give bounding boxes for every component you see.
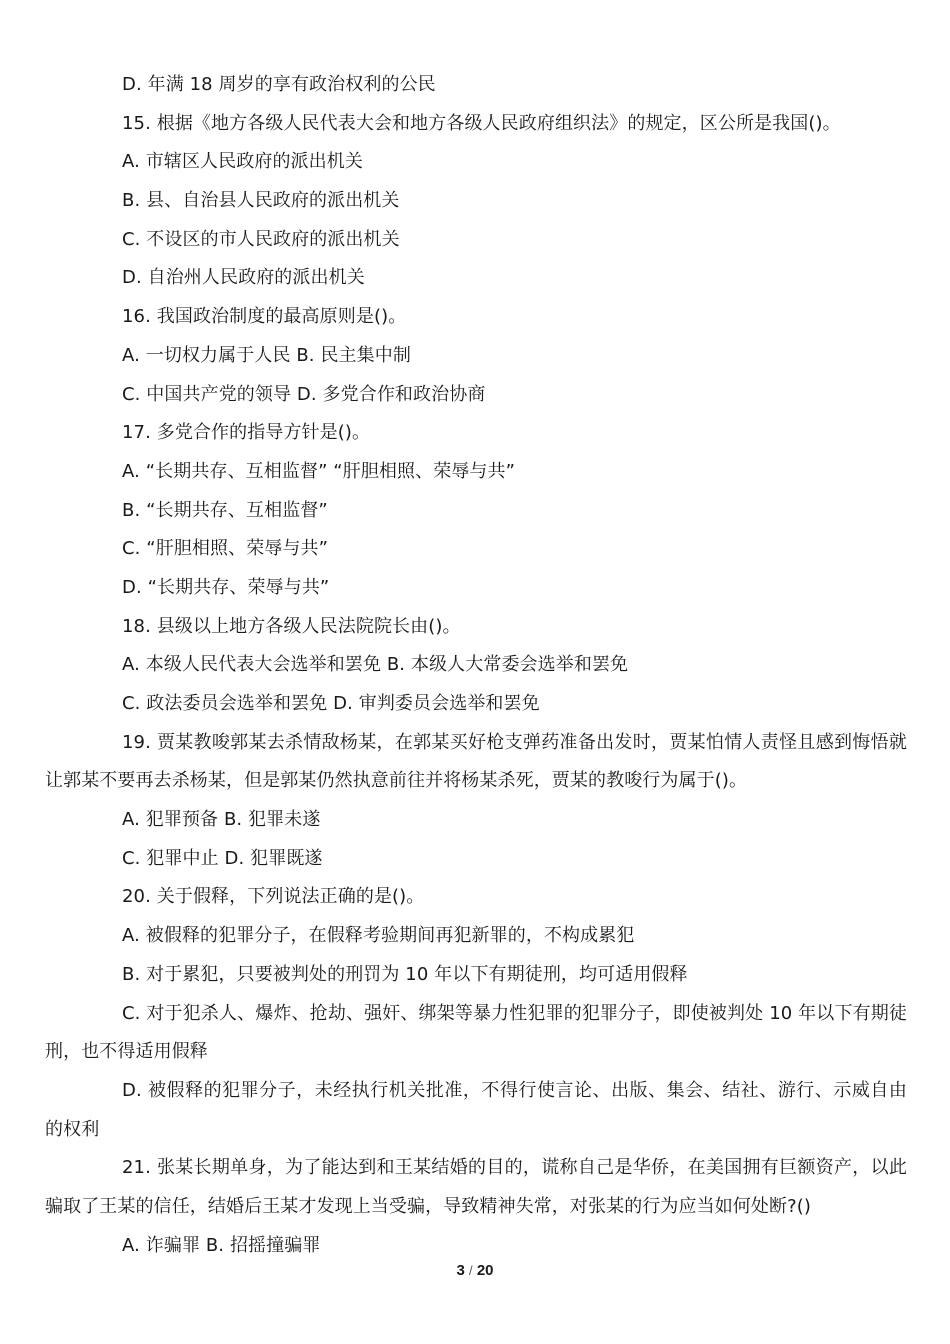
option-line: A. 犯罪预备 B. 犯罪未遂 [122, 809, 321, 831]
question-paragraph: 19. 贾某教唆郭某去杀情敌杨某，在郭某买好枪支弹药准备出发时，贾某怕情人责怪且感到悔悟就让郭某不要再去杀杨某，但是郭某仍然执意前往并将杨某杀死，贾某的教唆行为属于()。 [45, 731, 907, 792]
question-line: 18. 县级以上地方各级人民法院院长由()。 [122, 615, 461, 637]
question-line: 20. 关于假释，下列说法正确的是()。 [122, 886, 425, 908]
option-line: A. 市辖区人民政府的派出机关 [122, 151, 363, 173]
option-line: A. 被假释的犯罪分子，在假释考验期间再犯新罪的，不构成累犯 [122, 925, 635, 947]
option-line: C. 政法委员会选举和罢免 D. 审判委员会选举和罢免 [122, 693, 540, 714]
page-total: 20 [476, 1262, 494, 1279]
option-line: C. 不设区的市人民政府的派出机关 [122, 228, 400, 250]
option-line: D. “长期共存、荣辱与共” [122, 576, 330, 598]
option-line: C. 犯罪中止 D. 犯罪既遂 [122, 847, 323, 869]
option-line: A. 本级人民代表大会选举和罢免 B. 本级人大常委会选举和罢免 [122, 654, 629, 676]
option-line: C. 中国共产党的领导 D. 多党合作和政治协商 [122, 383, 486, 405]
page-current: 3 [456, 1262, 465, 1279]
option-line: A. “长期共存、互相监督” “肝胆相照、荣辱与共” [122, 460, 516, 482]
question-line: 15. 根据《地方各级人民代表大会和地方各级人民政府组织法》的规定，区公所是我国()。 [122, 112, 841, 134]
page-separator: / [469, 1263, 473, 1278]
document-body [45, 66, 907, 1265]
option-line: B. 对于累犯，只要被判处的刑罚为 10 年以下有期徒刑，均可适用假释 [122, 963, 688, 985]
question-paragraph: 21. 张某长期单身，为了能达到和王某结婚的目的，谎称自己是华侨，在美国拥有巨额资产，以此骗取了王某的信任，结婚后王某才发现上当受骗，导致精神失常，对张某的行为应当如何处断?() [45, 1157, 907, 1218]
option-paragraph: C. 对于犯杀人、爆炸、抢劫、强奸、绑架等暴力性犯罪的犯罪分子，即使被判处 10 年以下有期徒刑，也不得适用假释 [45, 1002, 907, 1063]
option-line: C. “肝胆相照、荣辱与共” [122, 538, 329, 560]
option-line: D. 自治州人民政府的派出机关 [122, 267, 365, 289]
option-line: D. 年满 18 周岁的享有政治权利的公民 [122, 74, 436, 95]
question-line: 16. 我国政治制度的最高原则是()。 [122, 306, 407, 328]
page-number [0, 1262, 950, 1279]
option-line: A. 诈骗罪 B. 招摇撞骗罪 [122, 1234, 321, 1256]
option-paragraph: D. 被假释的犯罪分子，未经执行机关批准，不得行使言论、出版、集会、结社、游行、示威自由的权利 [45, 1079, 907, 1140]
option-line: B. 县、自治县人民政府的派出机关 [122, 190, 400, 212]
question-line: 17. 多党合作的指导方针是()。 [122, 422, 371, 444]
option-line: A. 一切权力属于人民 B. 民主集中制 [122, 344, 411, 366]
option-line: B. “长期共存、互相监督” [122, 499, 328, 521]
